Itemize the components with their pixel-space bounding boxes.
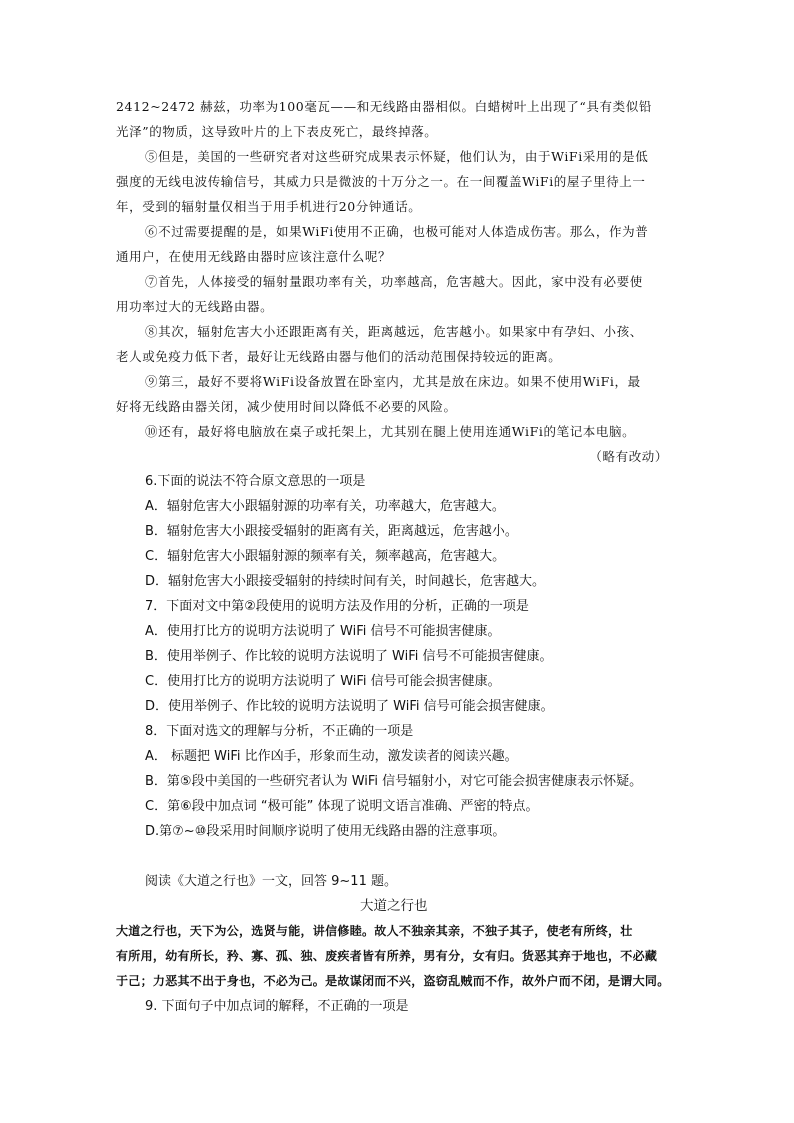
passage-line: 2412~2472 赫兹，功率为100毫瓦——和无线路由器相似。白蜡树叶上出现了“具有类似铅: [116, 99, 652, 114]
passage-line: 用功率过大的无线路由器。: [116, 299, 274, 314]
reading-intro: 阅读《大道之行也》一文，回答 9~11 题。: [145, 874, 397, 889]
passage-line: 好将无线路由器关闭，减少使用时间以降低不必要的风险。: [116, 399, 457, 414]
question-7-option-b: B．使用举例子、作比较的说明方法说明了 WiFi 信号不可能损害健康。: [145, 649, 553, 664]
question-8-option-c: C．第⑥段中加点词 “极可能” 体现了说明文语言准确、严密的特点。: [145, 799, 539, 814]
passage-line: ⑧其次，辐射危害大小还跟距离有关，距离越远，危害越小。如果家中有孕妇、小孩、: [145, 324, 643, 339]
question-7-option-c: C．使用打比方的说明方法说明了 WiFi 信号可能会损害健康。: [145, 674, 501, 689]
question-7-option-a: A．使用打比方的说明方法说明了 WiFi 信号不可能损害健康。: [145, 624, 501, 639]
passage-line: ⑤但是，美国的一些研究者对这些研究成果表示怀疑，他们认为，由于WiFi采用的是低: [145, 149, 649, 164]
question-6-option-b: B．辐射危害大小跟接受辐射的距离有关，距离越远，危害越小。: [145, 524, 518, 539]
classical-line: 大道之行也，天下为公，选贤与能，讲信修睦。故人不独亲其亲，不独子其子，使老有所终，壮: [116, 924, 633, 938]
question-8-option-a: A． 标题把 WiFi 比作凶手，形象而生动，激发读者的阅读兴趣。: [145, 749, 518, 764]
question-6: 6.下面的说法不符合原文意思的一项是: [145, 474, 366, 489]
classical-line: 于己；力恶其不出于身也，不必为己。是故谋闭而不兴，盗窃乱贼而不作，故外户而不闭，是谓大同。: [116, 974, 670, 988]
passage-line: ⑥不过需要提醒的是，如果WiFi使用不正确，也极可能对人体造成伤害。那么，作为普: [145, 224, 649, 239]
question-8-option-d: D.第⑦~⑩段采用时间顺序说明了使用无线路由器的注意事项。: [145, 824, 506, 839]
passage-line: 通用户，在使用无线路由器时应该注意什么呢？: [116, 249, 392, 264]
passage-line: 老人或免疫力低下者，最好让无线路由器与他们的活动范围保持较远的距离。: [116, 349, 562, 364]
passage-line: 光泽”的物质，这导致叶片的上下表皮死亡，最终掉落。: [116, 124, 438, 139]
question-8-option-b: B．第⑤段中美国的一些研究者认为 WiFi 信号辐射小，对它可能会损害健康表示怀疑。: [145, 774, 643, 789]
classical-line: 有所用，幼有所长，矜、寡、孤、独、废疾者皆有所养，男有分，女有归。货恶其弃于地也，不必藏: [116, 949, 658, 963]
question-8: 8．下面对选文的理解与分析，不正确的一项是: [145, 724, 414, 739]
source-note: （略有改动）: [589, 449, 668, 464]
question-6-option-d: D．辐射危害大小跟接受辐射的持续时间有关，时间越长，危害越大。: [145, 574, 546, 589]
passage-line: 强度的无线电波传输信号，其威力只是微波的十万分之一。在一间覆盖WiFi的屋子里待上一: [116, 174, 646, 189]
passage-line: ⑦首先，人体接受的辐射量跟功率有关，功率越高，危害越大。因此，家中没有必要使: [145, 274, 643, 289]
passage-line: ⑨第三，最好不要将WiFi设备放置在卧室内，尤其是放在床边。如果不使用WiFi，最: [145, 374, 641, 389]
question-9: 9. 下面句子中加点词的解释，不正确的一项是: [145, 999, 409, 1014]
passage-line: 年，受到的辐射量仅相当于用手机进行20分钟通话。: [116, 199, 422, 214]
question-7: 7．下面对文中第②段使用的说明方法及作用的分析，正确的一项是: [145, 599, 529, 614]
question-6-option-a: A．辐射危害大小跟辐射源的功率有关，功率越大，危害越大。: [145, 499, 505, 514]
classical-title: 大道之行也: [360, 898, 428, 914]
passage-line: ⑩还有，最好将电脑放在桌子或托架上，尤其别在腿上使用连通WiFi的笔记本电脑。: [145, 424, 636, 439]
question-6-option-c: C．辐射危害大小跟辐射源的频率有关，频率越高，危害越大。: [145, 549, 506, 564]
question-7-option-d: D．使用举例子、作比较的说明方法说明了 WiFi 信号可能会损害健康。: [145, 699, 554, 714]
